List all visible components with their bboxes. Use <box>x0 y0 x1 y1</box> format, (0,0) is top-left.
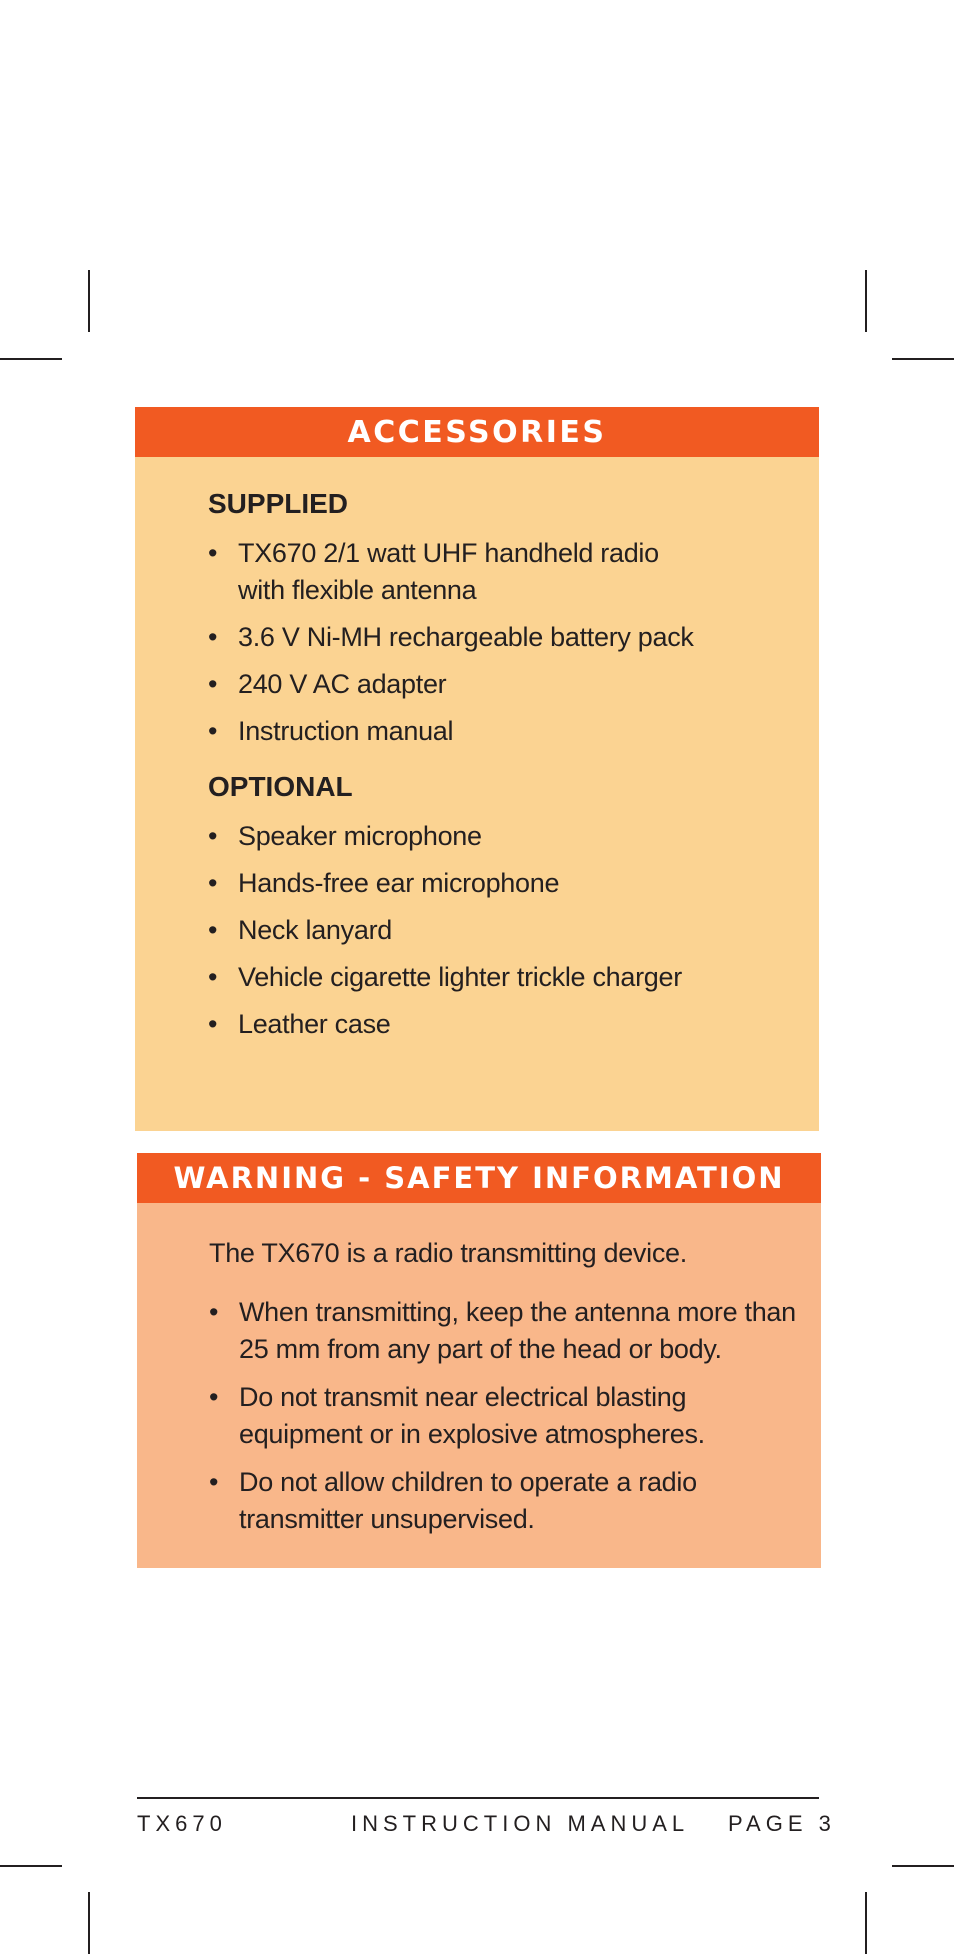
crop-mark-bottom-right-horizontal <box>892 1865 954 1867</box>
supplied-list <box>208 535 819 750</box>
list-item: • 240 V AC adapter <box>208 666 819 703</box>
list-item: • 3.6 V Ni-MH rechargeable battery pack <box>208 619 819 656</box>
list-item: • Instruction manual <box>208 713 819 750</box>
list-item: • Hands-free ear microphone <box>208 865 819 902</box>
list-item: • Do not transmit near electrical blasting equipment or in explosive atmospheres. <box>209 1379 739 1453</box>
list-item: • Neck lanyard <box>208 912 819 949</box>
footer-model: TX670 <box>137 1811 227 1836</box>
list-item: • Speaker microphone <box>208 818 819 855</box>
crop-mark-bottom-right-vertical <box>865 1892 867 1954</box>
accessories-panel <box>135 457 819 1131</box>
accessories-title: ACCESSORIES <box>135 407 819 457</box>
warning-panel <box>137 1203 821 1568</box>
crop-mark-top-right-horizontal <box>892 358 954 360</box>
footer-manual-title: INSTRUCTION MANUAL <box>351 1811 690 1836</box>
warning-section <box>137 1153 821 1568</box>
crop-mark-top-left-horizontal <box>0 358 62 360</box>
list-item: • TX670 2/1 watt UHF handheld radio with flexible antenna <box>208 535 688 609</box>
list-item: • Leather case <box>208 1006 819 1043</box>
optional-list <box>208 818 819 1043</box>
list-item: • When transmitting, keep the antenna more than 25 mm from any part of the head or body. <box>209 1294 799 1368</box>
crop-mark-bottom-left-horizontal <box>0 1865 62 1867</box>
crop-mark-top-left-vertical <box>88 270 90 332</box>
warning-title: WARNING - SAFETY INFORMATION <box>137 1153 821 1203</box>
footer-page-number: PAGE 3 <box>728 1811 836 1836</box>
list-item: • Do not allow children to operate a radio transmitter unsupervised. <box>209 1464 719 1538</box>
crop-mark-bottom-left-vertical <box>88 1892 90 1954</box>
crop-mark-top-right-vertical <box>865 270 867 332</box>
warning-intro: The TX670 is a radio transmitting device. <box>209 1238 687 1268</box>
accessories-section <box>135 407 819 1131</box>
optional-heading: OPTIONAL <box>208 771 353 802</box>
supplied-heading: SUPPLIED <box>208 488 349 519</box>
list-item: • Vehicle cigarette lighter trickle charger <box>208 959 819 996</box>
footer-rule <box>137 1797 819 1799</box>
warning-list <box>209 1294 821 1538</box>
